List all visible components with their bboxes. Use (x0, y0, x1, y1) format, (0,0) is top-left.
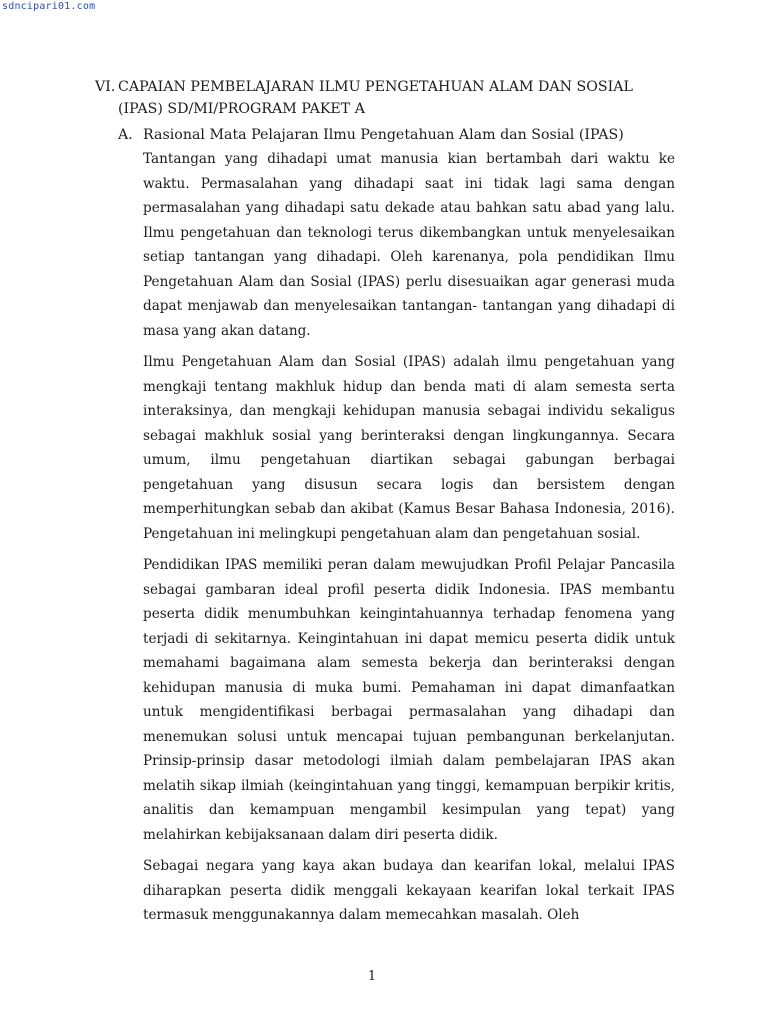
paragraph: Sebagai negara yang kaya akan budaya dan kearifan lokal, melalui IPAS diharapkan peserta didik menggali kekayaan kearifan lokal terkait IPAS termasuk menggunakannya dalam memecahkan masalah. Oleh (143, 858, 675, 923)
subsection-heading (118, 124, 678, 146)
document-body (143, 147, 675, 928)
paragraph: Pendidikan IPAS memiliki peran dalam mewujudkan Profil Pelajar Pancasila sebagai gambaran ideal profil peserta didik Indonesia. IPAS membantu peserta didik menumbuhkan keingintahuannya terhadap fenomena yang terjadi di sekitarnya. Keingintahuan ini dapat memicu peserta didik untuk memahami bagaimana alam semesta bekerja dan berinteraksi dengan kehidupan manusia di muka bumi. Pemahaman ini dapat dimanfaatkan untuk mengidentifikasi berbagai permasalahan yang dihadapi dan menemukan solusi untuk mencapai tujuan pembangunan berkelanjutan. Prinsip-prinsip dasar metodologi ilmiah dalam pembelajaran IPAS akan melatih sikap ilmiah (keingintahuan yang tinggi, kemampuan berpikir kritis, analitis dan kemampuan mengambil kesimpulan yang tepat) yang melahirkan kebijaksanaan dalam diri peserta didik. (143, 557, 675, 843)
paragraph: Ilmu Pengetahuan Alam dan Sosial (IPAS) adalah ilmu pengetahuan yang mengkaji tentang makhluk hidup dan benda mati di alam semesta serta interaksinya, dan mengkaji kehidupan manusia sebagai individu sekaligus sebagai makhluk sosial yang berinteraksi dengan lingkungannya. Secara umum, ilmu pengetahuan diartikan sebagai gabungan berbagai pengetahuan yang disusun secara logis dan bersistem dengan memperhitungkan sebab dan akibat (Kamus Besar Bahasa Indonesia, 2016). Pengetahuan ini melingkupi pengetahuan alam dan pengetahuan sosial. (143, 354, 675, 542)
section-title: CAPAIAN PEMBELAJARAN ILMU PENGETAHUAN ALAM DAN SOSIAL (IPAS) SD/MI/PROGRAM PAKET A (118, 79, 633, 117)
site-watermark: sdncipari01.com (2, 1, 96, 12)
subsection-title: Rasional Mata Pelajaran Ilmu Pengetahuan Alam dan Sosial (IPAS) (143, 127, 624, 143)
page-number: 1 (367, 969, 377, 984)
subsection-letter: A. (118, 127, 133, 143)
section-number: VI. (95, 79, 116, 95)
section-heading (95, 76, 675, 120)
paragraph: Tantangan yang dihadapi umat manusia kian bertambah dari waktu ke waktu. Permasalahan yang dihadapi saat ini tidak lagi sama dengan permasalahan yang dihadapi satu dekade atau bahkan satu abad yang lalu. Ilmu pengetahuan dan teknologi terus dikembangkan untuk menyelesaikan setiap tantangan yang dihadapi. Oleh karenanya, pola pendidikan Ilmu Pengetahuan Alam dan Sosial (IPAS) perlu disesuaikan agar generasi muda dapat menjawab dan menyelesaikan tantangan- tantangan yang dihadapi di masa yang akan datang. (143, 151, 675, 339)
